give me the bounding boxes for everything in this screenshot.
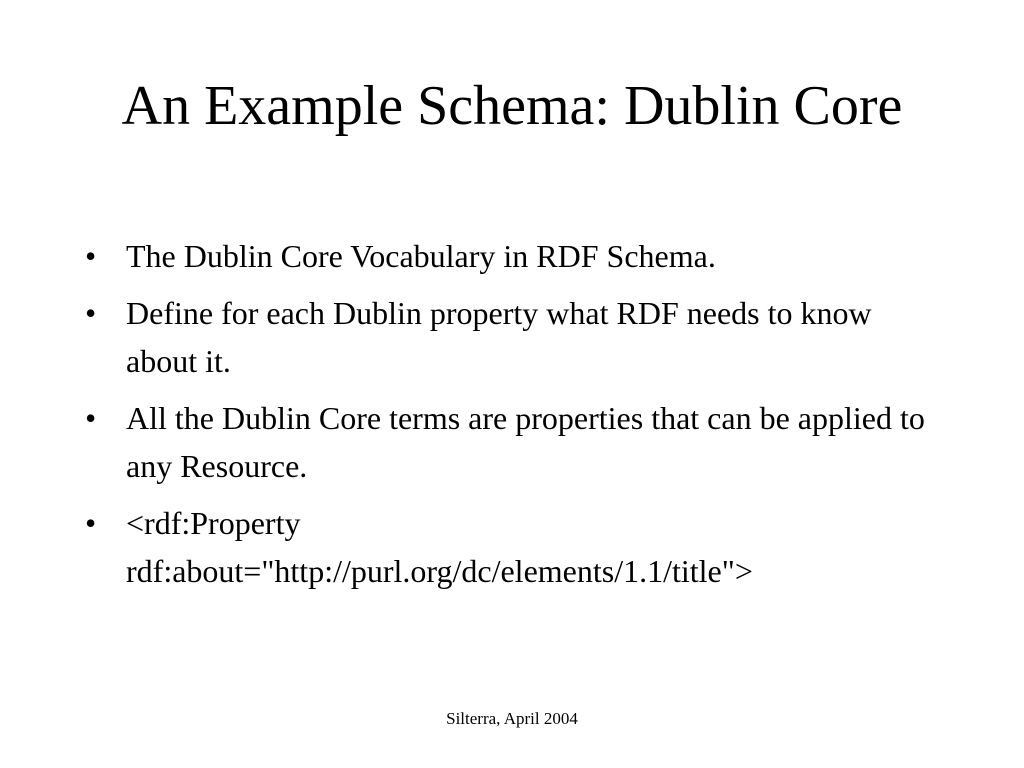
bullet-text: <rdf:Property rdf:about="http://purl.org/dc/elements/1.1/title"> bbox=[126, 505, 753, 589]
bullet-marker: • bbox=[85, 400, 97, 436]
slide-footer: Silterra, April 2004 bbox=[446, 709, 578, 728]
bullet-item bbox=[85, 499, 935, 595]
bullet-item bbox=[85, 232, 935, 280]
bullet-item bbox=[85, 289, 935, 385]
bullet-text: The Dublin Core Vocabulary in RDF Schema. bbox=[126, 238, 716, 274]
bullet-marker: • bbox=[85, 505, 97, 541]
slide-title: An Example Schema: Dublin Core bbox=[121, 75, 903, 137]
bullet-item bbox=[85, 394, 935, 490]
bullet-text: Define for each Dublin property what RDF needs to know about it. bbox=[126, 295, 872, 379]
bullet-marker: • bbox=[85, 295, 97, 331]
bullet-list bbox=[85, 232, 935, 604]
bullet-marker: • bbox=[85, 238, 97, 274]
bullet-text: All the Dublin Core terms are properties that can be applied to any Resource. bbox=[126, 400, 925, 484]
